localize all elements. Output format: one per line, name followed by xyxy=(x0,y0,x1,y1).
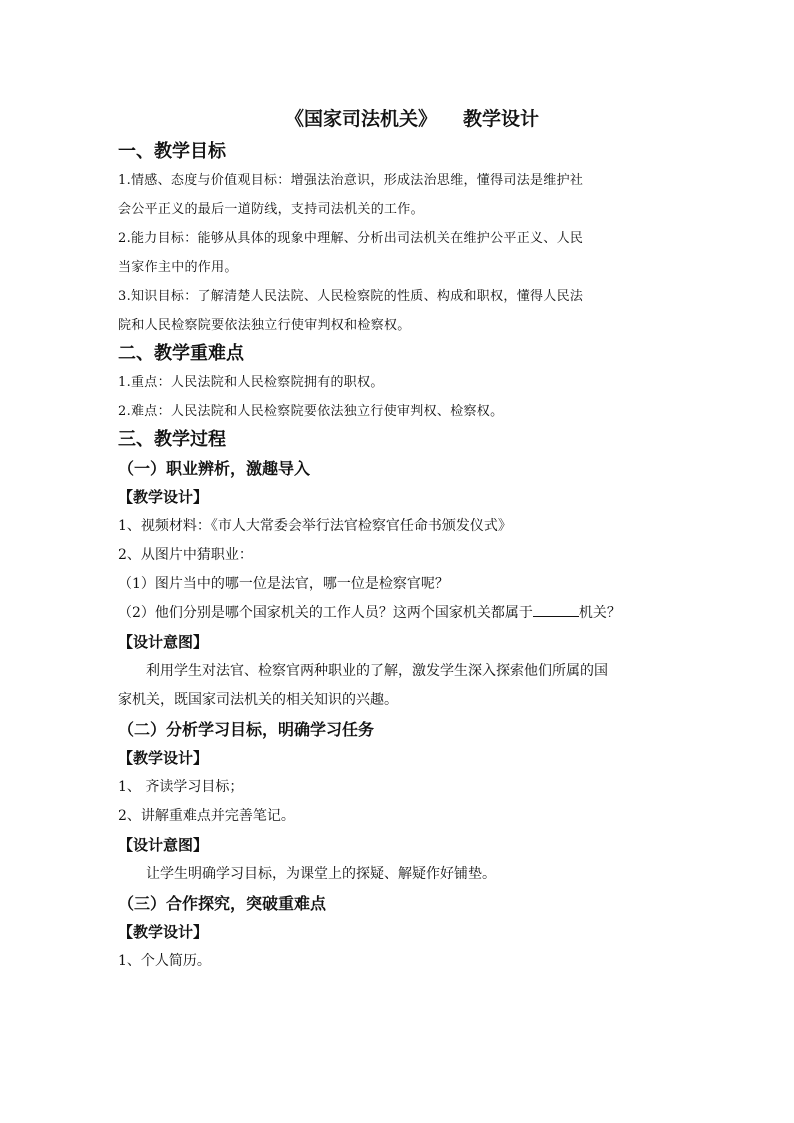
title-suffix: 教学设计 xyxy=(463,108,540,130)
paragraph-line: 1.重点：人民法院和人民检察院拥有的职权。 xyxy=(118,375,384,390)
tag-teaching-design: 【教学设计】 xyxy=(118,923,209,941)
question-text-end: 机关？ xyxy=(578,605,621,621)
paragraph-line: 2、从图片中猜职业： xyxy=(118,547,253,563)
paragraph-line: 2.能力目标：能够从具体的现象中理解、分析出司法机关在维护公平正义、人民 xyxy=(118,231,584,246)
section-heading-objectives: 一、教学目标 xyxy=(118,141,226,162)
document-title xyxy=(140,104,684,134)
tag-design-intent: 【设计意图】 xyxy=(118,836,209,854)
paragraph-line: 让学生明确学习目标，为课堂上的探疑、解疑作好铺垫。 xyxy=(146,866,496,882)
section-heading-key-points: 二、教学重难点 xyxy=(118,343,244,364)
paragraph-line: 家机关，既国家司法机关的相关知识的兴趣。 xyxy=(118,692,398,708)
paragraph-line: 1、视频材料：《市人大常委会举行法官检察官任命书颁发仪式》 xyxy=(118,518,512,534)
subsection-heading-3: （三）合作探究，突破重难点 xyxy=(118,894,327,913)
paragraph-line: 当家作主中的作用。 xyxy=(118,260,238,275)
section-heading-process: 三、教学过程 xyxy=(118,429,226,450)
paragraph-line: 利用学生对法官、检察官两种职业的了解，激发学生深入探索他们所属的国 xyxy=(146,663,608,679)
paragraph-line: 会公平正义的最后一道防线，支持司法机关的工作。 xyxy=(118,202,424,217)
paragraph-line-with-blank xyxy=(118,599,684,628)
subsection-heading-1: （一）职业辨析，激趣导入 xyxy=(118,459,311,478)
document-page xyxy=(118,104,684,976)
paragraph-line: 1.情感、态度与价值观目标：增强法治意识，形成法治思维，懂得司法是维护社 xyxy=(118,173,584,188)
paragraph-line: （1）图片当中的哪一位是法官，哪一位是检察官呢？ xyxy=(118,576,449,592)
paragraph-line: 1、 齐读学习目标； xyxy=(118,779,244,795)
subsection-heading-2: （二）分析学习目标，明确学习任务 xyxy=(118,720,375,739)
tag-design-intent: 【设计意图】 xyxy=(118,633,209,651)
fill-blank xyxy=(533,602,579,617)
paragraph-line: 2、讲解重难点并完善笔记。 xyxy=(118,808,295,824)
paragraph-line: 1、个人简历。 xyxy=(118,953,211,969)
title-book-name: 《国家司法机关》 xyxy=(284,108,437,130)
tag-teaching-design: 【教学设计】 xyxy=(118,749,209,767)
paragraph-line: 3.知识目标：了解清楚人民法院、人民检察院的性质、构成和职权，懂得人民法 xyxy=(118,289,584,304)
paragraph-line: 院和人民检察院要依法独立行使审判权和检察权。 xyxy=(118,318,411,333)
paragraph-line: 2.难点：人民法院和人民检察院要依法独立行使审判权、检察权。 xyxy=(118,404,504,419)
question-text: （2）他们分别是哪个国家机关的工作人员？这两个国家机关都属于 xyxy=(118,605,533,621)
tag-teaching-design: 【教学设计】 xyxy=(118,488,209,506)
